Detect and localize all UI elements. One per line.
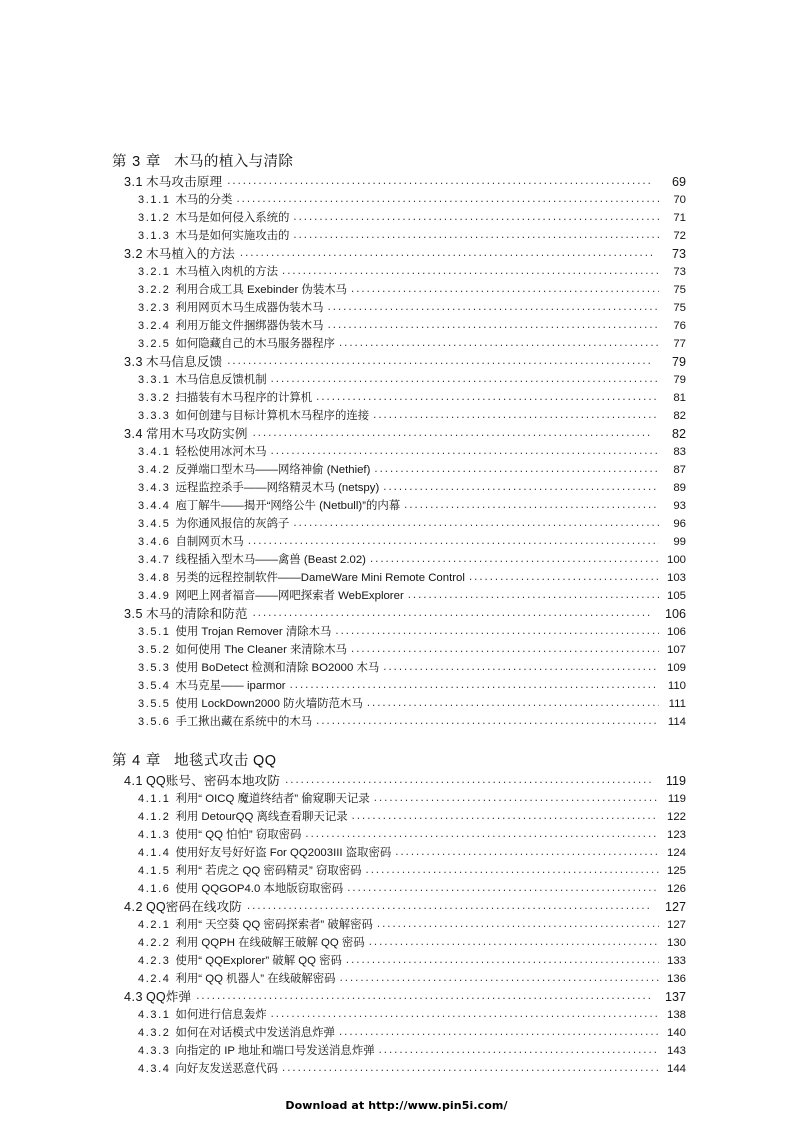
toc-entry[interactable]	[112, 371, 686, 389]
toc-entry-label	[138, 659, 379, 677]
toc-entry-title: 使用 BoDetect 检测和清除 BO2000 木马	[175, 662, 380, 674]
toc-entry-page-number: 82	[671, 427, 686, 441]
chapter-number: 第 4 章	[112, 753, 162, 769]
toc-entry-page-number: 107	[666, 644, 686, 656]
toc-entry-title: 使用“ QQ 怕怕” 窃取密码	[175, 829, 302, 841]
toc-entry-number: 4.3.1	[138, 1009, 171, 1021]
toc-entry[interactable]	[112, 862, 686, 880]
toc-entry-number: 3.4.3	[138, 482, 171, 494]
toc-entry-title: QQ密码在线攻防	[146, 900, 242, 914]
toc-leader-dots	[374, 466, 659, 479]
toc-entry[interactable]	[112, 641, 686, 659]
toc-entry[interactable]	[112, 988, 686, 1006]
toc-entry-title: 木马信息反馈	[146, 355, 223, 369]
toc-entry[interactable]	[112, 826, 686, 844]
toc-entry[interactable]	[112, 790, 686, 808]
toc-entry-label	[138, 1042, 375, 1060]
toc-entry-label	[138, 335, 335, 353]
toc-entry-label	[138, 389, 312, 407]
toc-entry-label	[138, 713, 312, 731]
toc-leader-dots	[379, 1047, 659, 1060]
toc-entry-number: 3.2	[124, 247, 144, 261]
toc-entry-label	[124, 605, 248, 623]
toc-entry-label	[138, 952, 342, 970]
chapter-number: 第 3 章	[112, 154, 162, 170]
toc-entry-number: 3.4	[124, 427, 144, 441]
toc-entry[interactable]	[112, 970, 686, 988]
toc-leader-dots	[369, 939, 659, 952]
toc-entry-number: 4.1.5	[138, 865, 171, 877]
toc-entry-page-number: 75	[673, 284, 686, 296]
toc-entry-number: 3.4.1	[138, 446, 171, 458]
toc-entry-page-number: 125	[666, 865, 686, 877]
toc-entry[interactable]	[112, 659, 686, 677]
toc-leader-dots	[335, 628, 659, 641]
toc-entry-title: 使用 LockDown2000 防火墙防范木马	[175, 698, 363, 710]
toc-entry[interactable]	[112, 299, 686, 317]
toc-leader-dots	[248, 538, 659, 551]
toc-entry-title: 利用网页木马生成器伪装木马	[175, 302, 324, 314]
toc-entry-label	[138, 551, 366, 569]
toc-entry-number: 4.2.2	[138, 937, 171, 949]
toc-entry-label	[138, 497, 400, 515]
toc-entry-number: 3.4.2	[138, 464, 171, 476]
toc-entry-page-number: 105	[666, 590, 686, 602]
toc-entry-number: 4.2.4	[138, 973, 171, 985]
toc-entry-label	[138, 407, 369, 425]
toc-entry-title: 利用合成工具 Exebinder 伪装木马	[175, 284, 347, 296]
toc-entry-title: 庖丁解牛——揭开“网络公牛 (Netbull)”的内幕	[175, 500, 401, 512]
toc-entry[interactable]	[112, 695, 686, 713]
toc-entry-label	[138, 1024, 335, 1042]
toc-entry-page-number: 130	[666, 937, 686, 949]
toc-entry-page-number: 96	[673, 518, 686, 530]
toc-entry-title: 线程插入型木马——禽兽 (Beast 2.02)	[175, 554, 366, 566]
toc-entry-title: 如何使用 The Cleaner 来清除木马	[175, 644, 347, 656]
toc-entry-page-number: 136	[666, 973, 686, 985]
toc-entry-page-number: 87	[673, 464, 686, 476]
toc-entry-number: 3.4.7	[138, 554, 171, 566]
toc-leader-dots	[346, 957, 659, 970]
toc-leader-dots	[316, 394, 659, 407]
toc-entry-number: 3.2.4	[138, 320, 171, 332]
toc-entry-label	[138, 970, 336, 988]
toc-entry-number: 3.3.2	[138, 392, 171, 404]
toc-entry-title: QQ炸弹	[146, 990, 192, 1004]
toc-entry-page-number: 111	[668, 698, 686, 710]
toc-entry[interactable]	[112, 389, 686, 407]
toc-entry-label	[138, 209, 289, 227]
toc-leader-dots	[271, 448, 659, 461]
toc-entry[interactable]	[112, 898, 686, 916]
toc-entry-title: 向好友发送恶意代码	[175, 1063, 278, 1075]
toc-entry-title: 如何在对话模式中发送消息炸弹	[175, 1027, 335, 1039]
toc-entry-title: 远程监控杀手——网络精灵木马 (netspy)	[175, 482, 380, 494]
toc-entry-title: 常用木马攻防实例	[146, 427, 248, 441]
toc-entry-number: 4.1.1	[138, 793, 171, 805]
toc-entry[interactable]	[112, 461, 686, 479]
toc-entry-label	[138, 299, 324, 317]
toc-leader-dots	[340, 975, 659, 988]
toc-leader-dots	[328, 322, 659, 335]
toc-leader-dots	[282, 268, 659, 281]
toc-entry-title: 手工揪出藏在系统中的木马	[175, 716, 313, 728]
toc-entry-label	[138, 263, 278, 281]
toc-entry[interactable]	[112, 281, 686, 299]
chapter-title-text: 木马的植入与清除	[174, 154, 294, 170]
toc-entry-title: 使用 Trojan Remover 清除木马	[175, 626, 332, 638]
toc-entry-page-number: 72	[673, 230, 686, 242]
toc-entry-page-number: 106	[666, 626, 686, 638]
toc-entry[interactable]	[112, 335, 686, 353]
toc-leader-dots	[227, 178, 652, 191]
toc-entry-page-number: 79	[671, 355, 686, 369]
toc-entry-number: 3.3.1	[138, 374, 171, 386]
toc-entry-number: 3.5.5	[138, 698, 171, 710]
toc-entry-number: 3.3.3	[138, 410, 171, 422]
toc-entry-page-number: 122	[666, 811, 686, 823]
chapter-spacer	[112, 731, 686, 751]
toc-leader-dots	[271, 376, 659, 389]
toc-entry-number: 3.2.5	[138, 338, 171, 350]
toc-entry-title: 利用“ QQ 机器人” 在线破解密码	[175, 973, 336, 985]
toc-leader-dots	[367, 700, 659, 713]
toc-entry-title: 木马的清除和防范	[146, 607, 248, 621]
toc-entry-page-number: 114	[667, 716, 686, 728]
toc-entry-number: 3.4.9	[138, 590, 171, 602]
toc-entry[interactable]	[112, 443, 686, 461]
toc-leader-dots	[339, 340, 659, 353]
toc-entry-label	[124, 988, 191, 1006]
page-footer	[0, 1096, 793, 1114]
toc-entry-number: 4.2	[124, 900, 144, 914]
toc-leader-dots	[253, 430, 652, 443]
toc-entry-number: 3.5.2	[138, 644, 171, 656]
toc-entry-page-number: 77	[673, 338, 686, 350]
toc-entry[interactable]	[112, 952, 686, 970]
toc-entry-number: 3.4.6	[138, 536, 171, 548]
toc-leader-dots	[236, 196, 659, 209]
toc-entry-page-number: 71	[673, 212, 686, 224]
toc-entry-number: 4.1.2	[138, 811, 171, 823]
toc-entry-label	[138, 623, 331, 641]
toc-entry[interactable]	[112, 916, 686, 934]
toc-entry-label	[138, 695, 363, 713]
toc-entry-number: 3.1.2	[138, 212, 171, 224]
toc-leader-dots	[247, 903, 652, 916]
toc-entry-title: 使用好友号好好盗 For QQ2003III 盗取密码	[175, 847, 392, 859]
toc-entry[interactable]	[112, 227, 686, 245]
toc-entry-page-number: 143	[666, 1045, 686, 1057]
toc-entry-page-number: 123	[666, 829, 686, 841]
toc-entry-number: 3.2.1	[138, 266, 171, 278]
toc-leader-dots	[240, 250, 652, 263]
toc-entry-label	[138, 790, 370, 808]
toc-leader-dots	[271, 1011, 659, 1024]
toc-entry[interactable]	[112, 407, 686, 425]
toc-entry-number: 3.1.3	[138, 230, 171, 242]
toc-entry-label	[138, 461, 370, 479]
toc-entry[interactable]	[112, 1006, 686, 1024]
toc-entry-number: 3.1	[124, 175, 144, 189]
toc-entry[interactable]	[112, 173, 686, 191]
toc-entry-number: 4.1.6	[138, 883, 171, 895]
toc-entry-number: 4.1.4	[138, 847, 171, 859]
footer-download-note: Download at http://www.pin5i.com/	[285, 1099, 508, 1112]
toc-entry-label	[124, 353, 222, 371]
toc-entry-page-number: 103	[666, 572, 686, 584]
toc-entry-title: 木马攻击原理	[146, 175, 223, 189]
toc-entry-page-number: 144	[666, 1063, 686, 1075]
toc-entry-label	[138, 479, 379, 497]
toc-leader-dots	[305, 831, 659, 844]
toc-entry-label	[138, 862, 362, 880]
toc-entry-page-number: 140	[666, 1027, 686, 1039]
toc-entry-label	[138, 916, 373, 934]
toc-entry-label	[124, 245, 235, 263]
toc-entry[interactable]	[112, 497, 686, 515]
toc-entry-number: 4.1.3	[138, 829, 171, 841]
toc-leader-dots	[408, 592, 659, 605]
toc-entry-number: 4.3.3	[138, 1045, 171, 1057]
toc-entry-title: 木马是如何侵入系统的	[175, 212, 290, 224]
toc-leader-dots	[227, 358, 652, 371]
toc-entry[interactable]	[112, 569, 686, 587]
toc-entry[interactable]	[112, 587, 686, 605]
toc-entry-number: 3.5.3	[138, 662, 171, 674]
toc-entry-page-number: 137	[664, 990, 686, 1004]
toc-entry-label	[138, 844, 391, 862]
toc-entry-number: 4.3.2	[138, 1027, 171, 1039]
toc-entry-title: 使用“ QQExplorer” 破解 QQ 密码	[175, 955, 342, 967]
toc-entry-title: 另类的远程控制软件——DameWare Mini Remote Control	[175, 572, 465, 584]
toc-leader-dots	[395, 849, 659, 862]
toc-entry-title: 扫描装有木马程序的计算机	[175, 392, 313, 404]
toc-entry-title: 木马是如何实施攻击的	[175, 230, 290, 242]
toc-entry-page-number: 89	[673, 482, 686, 494]
toc-entry-label	[124, 425, 248, 443]
toc-entry-page-number: 99	[673, 536, 686, 548]
toc-entry-label	[138, 677, 286, 695]
toc-entry[interactable]	[112, 191, 686, 209]
toc-entry[interactable]	[112, 772, 686, 790]
toc-leader-dots	[196, 993, 652, 1006]
toc-entry-label	[138, 533, 244, 551]
toc-entry-title: 木马信息反馈机制	[175, 374, 267, 386]
toc-entry[interactable]	[112, 209, 686, 227]
toc-entry-label	[124, 772, 280, 790]
toc-entry[interactable]	[112, 551, 686, 569]
toc-entry-title: 利用“ 天空葵 QQ 密码探索者” 破解密码	[175, 919, 373, 931]
toc-leader-dots	[377, 921, 659, 934]
toc-entry-label	[138, 826, 301, 844]
toc-entry-page-number: 70	[673, 194, 686, 206]
toc-entry-number: 3.1.1	[138, 194, 171, 206]
toc-entry-page-number: 124	[666, 847, 686, 859]
toc-entry-label	[138, 443, 267, 461]
toc-entry-number: 3.4.4	[138, 500, 171, 512]
toc-entry-title: 利用“ 若虎之 QQ 密码精灵” 窃取密码	[175, 865, 362, 877]
toc-entry-label	[138, 808, 348, 826]
toc-leader-dots	[285, 777, 652, 790]
toc-leader-dots	[366, 867, 659, 880]
toc-leader-dots	[373, 412, 659, 425]
toc-entry-page-number: 93	[673, 500, 686, 512]
toc-leader-dots	[328, 304, 659, 317]
toc-entry-title: QQ账号、密码本地攻防	[146, 774, 281, 788]
toc-entry[interactable]	[112, 880, 686, 898]
toc-entry-page-number: 83	[673, 446, 686, 458]
toc-entry[interactable]	[112, 353, 686, 371]
toc-entry-page-number: 76	[673, 320, 686, 332]
toc-leader-dots	[293, 214, 659, 227]
toc-leader-dots	[351, 286, 659, 299]
toc-entry-title: 木马植入的方法	[146, 247, 235, 261]
toc-entry-page-number: 82	[673, 410, 686, 422]
toc-entry-title: 如何隐藏自己的木马服务器程序	[175, 338, 335, 350]
toc-entry-page-number: 109	[666, 662, 686, 674]
toc-leader-dots	[383, 484, 659, 497]
toc-entry[interactable]	[112, 623, 686, 641]
toc-leader-dots	[293, 520, 659, 533]
toc-entry-page-number: 127	[666, 919, 686, 931]
chapter-heading	[112, 751, 686, 771]
toc-entry-number: 4.3	[124, 990, 144, 1004]
toc-entry-title: 向指定的 IP 地址和端口号发送消息炸弹	[175, 1045, 375, 1057]
toc-leader-dots	[370, 556, 659, 569]
toc-entry[interactable]	[112, 1042, 686, 1060]
toc-leader-dots	[374, 795, 659, 808]
toc-entry-page-number: 69	[671, 175, 686, 189]
toc-entry-page-number: 81	[673, 392, 686, 404]
toc-entry-number: 3.2.3	[138, 302, 171, 314]
toc-entry-title: 如何进行信息轰炸	[175, 1009, 267, 1021]
toc-entry-label	[138, 641, 347, 659]
toc-leader-dots	[469, 574, 659, 587]
toc-entry-title: 为你通风报信的灰鸽子	[175, 518, 290, 530]
toc-entry-page-number: 119	[665, 774, 686, 788]
toc-entry-page-number: 106	[664, 607, 686, 621]
toc-entry-label	[138, 1060, 278, 1078]
toc-entry-title: 木马植入肉机的方法	[175, 266, 278, 278]
toc-entry[interactable]	[112, 515, 686, 533]
toc-leader-dots	[351, 646, 659, 659]
toc-entry-page-number: 75	[673, 302, 686, 314]
toc-entry-title: 利用 DetourQQ 离线查看聊天记录	[175, 811, 348, 823]
toc-entry-title: 利用 QQPH 在线破解王破解 QQ 密码	[175, 937, 365, 949]
toc-entry-page-number: 100	[666, 554, 686, 566]
toc-leader-dots	[352, 813, 659, 826]
toc-entry[interactable]	[112, 425, 686, 443]
toc-entry-number: 3.4.5	[138, 518, 171, 530]
chapter-title-text: 地毯式攻击 QQ	[174, 753, 277, 769]
toc-entry-page-number: 73	[673, 266, 686, 278]
toc-entry[interactable]	[112, 1060, 686, 1078]
toc-entry[interactable]	[112, 317, 686, 335]
toc-entry-label	[138, 191, 232, 209]
toc-entry-label	[138, 587, 404, 605]
toc-entry-label	[138, 880, 343, 898]
toc-entry[interactable]	[112, 1024, 686, 1042]
toc-entry-page-number: 119	[667, 793, 686, 805]
toc-entry-number: 3.5.4	[138, 680, 171, 692]
toc-entry-label	[138, 515, 289, 533]
toc-entry-number: 4.2.3	[138, 955, 171, 967]
toc-entry-number: 4.3.4	[138, 1063, 171, 1075]
toc-entry-page-number: 133	[666, 955, 686, 967]
toc-entry-number: 3.2.2	[138, 284, 171, 296]
toc-entry[interactable]	[112, 245, 686, 263]
toc-entry-page-number: 73	[671, 247, 686, 261]
toc-entry-page-number: 79	[673, 374, 686, 386]
toc-entry-title: 利用“ OICQ 魔道终结者” 偷窥聊天记录	[175, 793, 370, 805]
toc-entry-label	[138, 317, 324, 335]
toc-entry-title: 木马克星—— iparmor	[175, 680, 286, 692]
toc-leader-dots	[293, 232, 659, 245]
toc-entry[interactable]	[112, 844, 686, 862]
toc-entry[interactable]	[112, 533, 686, 551]
toc-entry[interactable]	[112, 713, 686, 731]
toc-entry-label	[124, 898, 242, 916]
toc-entry-title: 如何创建与目标计算机木马程序的连接	[175, 410, 370, 422]
toc-entry-number: 4.1	[124, 774, 144, 788]
toc-entry-label	[124, 173, 222, 191]
toc-leader-dots	[282, 1065, 659, 1078]
toc-entry-number: 4.2.1	[138, 919, 171, 931]
toc-entry-title: 自制网页木马	[175, 536, 244, 548]
toc-entry-title: 利用万能文件捆绑器伪装木马	[175, 320, 324, 332]
toc-entry-page-number: 127	[664, 900, 686, 914]
toc-entry-label	[138, 281, 347, 299]
toc-leader-dots	[339, 1029, 659, 1042]
toc-leader-dots	[404, 502, 659, 515]
toc-leader-dots	[290, 682, 659, 695]
toc-leader-dots	[253, 610, 652, 623]
toc-entry-number: 3.5.1	[138, 626, 171, 638]
toc-entry-title: 轻松使用冰河木马	[175, 446, 267, 458]
toc-entry-number: 3.5	[124, 607, 144, 621]
toc-leader-dots	[383, 664, 659, 677]
toc-entry-title: 反弹端口型木马——网络神偷 (Nethief)	[175, 464, 371, 476]
toc-entry-page-number: 110	[667, 680, 686, 692]
toc-entry-page-number: 126	[666, 883, 686, 895]
toc-entry[interactable]	[112, 677, 686, 695]
toc-entry[interactable]	[112, 934, 686, 952]
toc-entry[interactable]	[112, 808, 686, 826]
toc-leader-dots	[316, 718, 659, 731]
toc-entry[interactable]	[112, 479, 686, 497]
toc-entry-title: 木马的分类	[175, 194, 233, 206]
toc-entry-number: 3.4.8	[138, 572, 171, 584]
toc-entry-number: 3.5.6	[138, 716, 171, 728]
toc-entry-page-number: 138	[666, 1009, 686, 1021]
chapter-heading	[112, 152, 686, 172]
toc-entry-label	[138, 934, 365, 952]
toc-entry-number: 3.3	[124, 355, 144, 369]
toc-entry-title: 使用 QQGOP4.0 本地版窃取密码	[175, 883, 344, 895]
toc-entry-label	[138, 1006, 267, 1024]
toc-leader-dots	[347, 885, 659, 898]
toc-entry[interactable]	[112, 263, 686, 281]
toc-entry-label	[138, 371, 267, 389]
toc-entry[interactable]	[112, 605, 686, 623]
toc-body	[112, 152, 686, 1078]
toc-entry-label	[138, 569, 465, 587]
toc-entry-label	[138, 227, 289, 245]
toc-entry-title: 网吧上网者福音——网吧探索者 WebExplorer	[175, 590, 404, 602]
